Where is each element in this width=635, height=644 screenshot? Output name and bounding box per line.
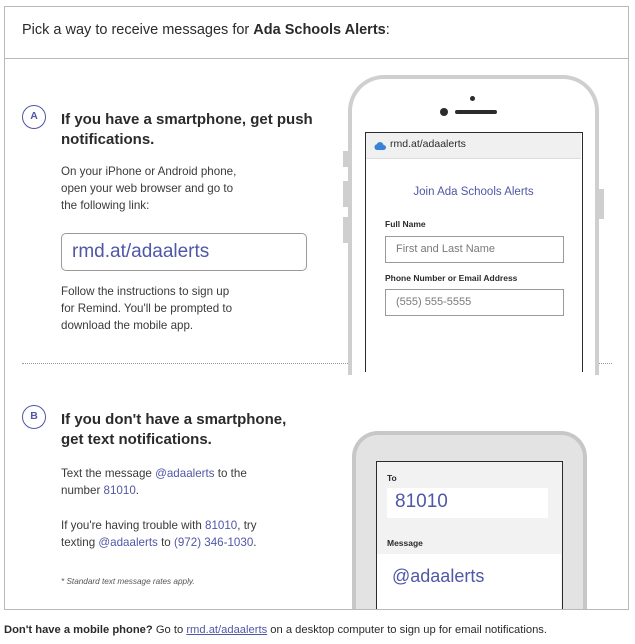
sms-to-label: To — [387, 473, 397, 483]
sms-message-text: @adaalerts — [392, 566, 485, 586]
header-org-name: Ada Schools Alerts — [253, 22, 386, 38]
option-a-instr-line3: the following link: — [61, 199, 150, 212]
browser-url: rmd.at/adaalerts — [390, 138, 466, 150]
option-a-badge: A — [22, 105, 46, 129]
option-b-title-line2: get text notifications. — [61, 431, 212, 448]
sms-message-field[interactable] — [377, 554, 561, 610]
text-mid: to the — [214, 467, 247, 480]
phone-side-button — [343, 217, 348, 243]
option-b-text-line1 — [61, 465, 247, 482]
option-a-instr-line1: On your iPhone or Android phone, — [61, 165, 237, 178]
phone-camera-dot — [440, 108, 448, 116]
contact-field[interactable]: (555) 555-5555 — [385, 289, 564, 316]
smartphone-illustration — [348, 75, 599, 375]
texting-post: . — [253, 536, 257, 549]
option-b-text-instructions — [61, 465, 247, 499]
header-suffix: : — [385, 22, 390, 38]
footer-post: on a desktop computer to sign up for email notifications. — [267, 624, 548, 636]
phone-screen — [365, 132, 583, 372]
sms-screen — [376, 461, 563, 610]
option-b-trouble-line1 — [61, 517, 257, 534]
footer-pre: Go to — [152, 624, 187, 636]
footer-link[interactable]: rmd.at/adaalerts — [186, 624, 268, 636]
option-a-follow-text — [61, 283, 232, 334]
rates-note: * Standard text message rates apply. — [61, 577, 195, 586]
full-name-field[interactable]: First and Last Name — [385, 236, 564, 263]
option-b-trouble-line2 — [61, 534, 257, 551]
phone-side-button — [343, 151, 348, 167]
option-a-instr-line2: open your web browser and go to — [61, 182, 234, 195]
option-a-follow-line1: Follow the instructions to sign up — [61, 285, 230, 298]
option-a-title-line1: If you have a smartphone, get push — [61, 111, 313, 128]
text-pre: Text the message — [61, 467, 156, 480]
join-title: Join Ada Schools Alerts — [413, 186, 534, 198]
phone-camera-dot — [470, 96, 475, 101]
option-a-title — [61, 110, 313, 150]
option-a-follow-line3: download the mobile app. — [61, 319, 194, 332]
texting-pre: texting — [61, 536, 99, 549]
option-a-instructions — [61, 163, 236, 214]
full-name-label: Full Name — [385, 219, 426, 229]
short-code-number: 81010 — [103, 484, 136, 497]
option-b-title — [61, 410, 286, 450]
browser-url-bar — [366, 133, 581, 159]
phone-speaker — [455, 110, 497, 114]
text-code: @adaalerts — [155, 467, 215, 480]
feature-phone-illustration — [352, 431, 587, 610]
number-pre: number — [61, 484, 104, 497]
trouble-post: , try — [237, 519, 257, 532]
footer-note — [4, 624, 547, 636]
phone-side-button — [343, 181, 348, 207]
option-b-badge: B — [22, 405, 46, 429]
signup-card — [4, 6, 629, 610]
backup-phone-number: (972) 346-1030 — [173, 536, 254, 549]
sms-message-label: Message — [387, 538, 423, 548]
number-post: . — [135, 484, 140, 497]
option-a-follow-line2: for Remind. You'll be prompted to — [61, 302, 233, 315]
contact-label: Phone Number or Email Address — [385, 273, 518, 283]
texting-mid: to — [157, 536, 174, 549]
option-b-title-line1: If you don't have a smartphone, — [61, 411, 287, 428]
option-b-text-line2 — [61, 482, 247, 499]
sms-to-field[interactable]: 81010 — [387, 488, 548, 518]
option-b-trouble-text — [61, 517, 257, 551]
footer-bold: Don't have a mobile phone? — [4, 624, 153, 636]
header-prefix: Pick a way to receive messages for — [22, 22, 254, 38]
phone-side-button — [599, 189, 604, 219]
trouble-number: 81010 — [205, 519, 238, 532]
cloud-icon — [374, 141, 386, 150]
option-a-title-line2: notifications. — [61, 131, 155, 148]
signup-link-box[interactable]: rmd.at/adaalerts — [61, 233, 307, 271]
card-header — [5, 7, 628, 59]
trouble-pre: If you're having trouble with — [61, 519, 205, 532]
texting-code: @adaalerts — [98, 536, 158, 549]
